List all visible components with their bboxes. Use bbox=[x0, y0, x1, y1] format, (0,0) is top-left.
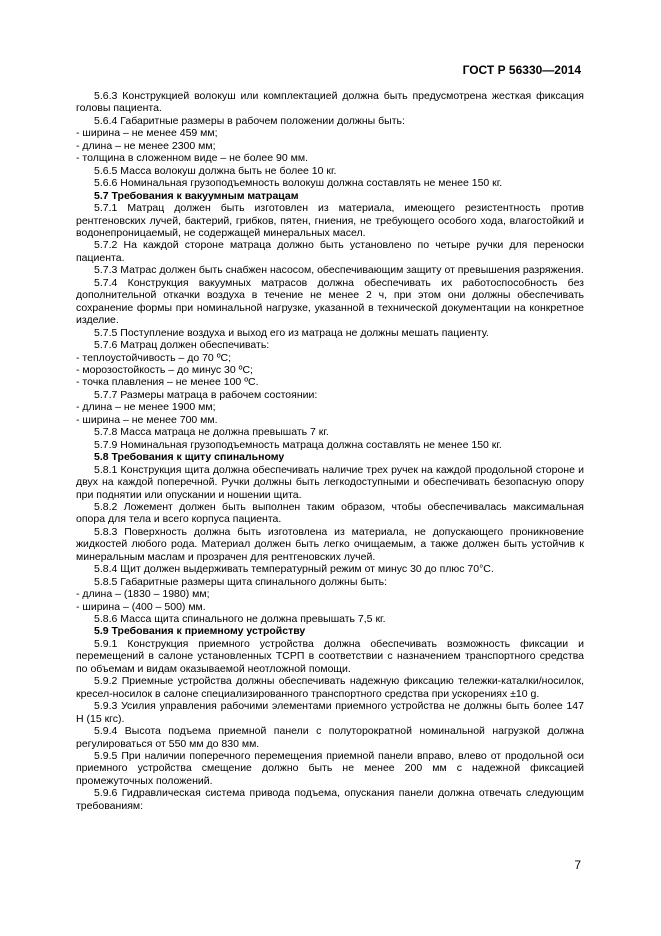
paragraph: 5.8.1 Конструкция щита должна обеспечивать наличие трех ручек на каждой продольной стороне и двух на каждой поперечной. Ручки должны быть легкодоступными и обеспечивать безопасную опору при поднятии или опускании и ношении щита. bbox=[76, 463, 584, 501]
list-item: - длина – не менее 1900 мм; bbox=[76, 401, 216, 414]
paragraph: 5.9.3 Усилия управления рабочими элементами приемного устройства не должны быть более 147 Н (15 кгс). bbox=[76, 700, 584, 725]
paragraph: 5.8.4 Щит должен выдерживать температурный режим от минус 30 до плюс 70°С. bbox=[94, 563, 494, 576]
paragraph: 5.7.6 Матрац должен обеспечивать: bbox=[94, 339, 270, 352]
list-item: - длина – (1830 – 1980) мм; bbox=[76, 588, 210, 601]
paragraph: 5.7.8 Масса матраца не должна превышать 7 кг. bbox=[94, 426, 329, 439]
page-number: 7 bbox=[574, 858, 581, 872]
paragraph: 5.6.5 Масса волокуш должна быть не более 10 кг. bbox=[94, 164, 337, 177]
paragraph: 5.8.3 Поверхность должна быть изготовлена из материала, не допускающего проникновение жидкостей любого рода. Материал должен быть легко очищаемым, а также должен быть устойчив к минеральным маслам и прозрачен для рентгеновских лучей. bbox=[76, 525, 584, 563]
list-item: - ширина – (400 – 500) мм. bbox=[76, 600, 206, 613]
document-body bbox=[76, 90, 584, 812]
paragraph: 5.6.4 Габаритные размеры в рабочем положении должны быть: bbox=[94, 114, 405, 127]
paragraph: 5.9.4 Высота подъема приемной панели с полуторократной номинальной нагрузкой должна регулироваться от 550 мм до 830 мм. bbox=[76, 725, 584, 750]
paragraph: 5.8.2 Ложемент должен быть выполнен таким образом, чтобы обеспечивалась максимальная опора для тела и всего корпуса пациента. bbox=[76, 500, 584, 526]
paragraph: 5.7.4 Конструкция вакуумных матрасов должна обеспечивать их работоспособность без дополнительной откачки воздуха в течение не менее 2 ч, при этом они должны обеспечивать сохранение формы при номинальной нагрузке, указанной в технической документации на конкретное изделие. bbox=[76, 276, 584, 327]
paragraph: 5.9.6 Гидравлическая система привода подъема, опускания панели должна отвечать следующим требованиям: bbox=[76, 787, 584, 812]
paragraph: 5.6.3 Конструкцией волокуш или комплектацией должна быть предусмотрена жесткая фиксация головы пациента. bbox=[76, 90, 584, 115]
paragraph: 5.9.5 При наличии поперечного перемещения приемной панели вправо, влево от продольной оси приемного устройства смещение должно быть не менее 200 мм с надежной фиксацией промежуточных положений. bbox=[76, 750, 584, 787]
section-heading: 5.7 Требования к вакуумным матрацам bbox=[94, 189, 299, 202]
list-item: - ширина – не менее 700 мм. bbox=[76, 413, 218, 426]
paragraph: 5.6.6 Номинальная грузоподъемность волокуш должна составлять не менее 150 кг. bbox=[94, 177, 503, 190]
section-heading: 5.8 Требования к щиту спинальному bbox=[94, 451, 285, 464]
document-code-header: ГОСТ Р 56330—2014 bbox=[462, 63, 581, 77]
paragraph: 5.7.1 Матрац должен быть изготовлен из материала, имеющего резистентность против рентгеновских лучей, бактерий, грибков, пятен, гниения, не требующего особого хода, влагостойкий и водонепроницаемый, не содержащей минеральных масел. bbox=[76, 202, 584, 239]
paragraph: 5.7.5 Поступление воздуха и выход его из матраца не должны мешать пациенту. bbox=[94, 326, 489, 339]
list-item: - теплоустойчивость – до 70 ºС; bbox=[76, 351, 232, 364]
paragraph: 5.7.7 Размеры матраца в рабочем состоянии: bbox=[94, 388, 318, 401]
paragraph: 5.8.5 Габаритные размеры щита спинального должны быть: bbox=[94, 575, 388, 588]
paragraph: 5.8.6 Масса щита спинального не должна превышать 7,5 кг. bbox=[94, 613, 386, 626]
paragraph: 5.9.1 Конструкция приемного устройства должна обеспечивать возможность фиксации и перемещений в салоне установленных ТСРП в соответствии с назначением транспортного средства по объемам и видам оказываемой неотложной помощи. bbox=[76, 637, 584, 675]
section-heading: 5.9 Требования к приемному устройству bbox=[94, 625, 306, 638]
paragraph: 5.7.9 Номинальная грузоподъемность матраца должна составлять не менее 150 кг. bbox=[94, 438, 502, 451]
list-item: - длина – не менее 2300 мм; bbox=[76, 139, 216, 152]
list-item: - ширина – не менее 459 мм; bbox=[76, 127, 218, 140]
list-item: - морозостойкость – до минус 30 ºС; bbox=[76, 363, 253, 376]
paragraph: 5.7.3 Матрас должен быть снабжен насосом, обеспечивающим защиту от превышения разряжения. bbox=[94, 264, 584, 277]
list-item: - точка плавления – не менее 100 ºС. bbox=[76, 376, 259, 389]
list-item: - толщина в сложенном виде – не более 90 мм. bbox=[76, 152, 308, 165]
paragraph: 5.7.2 На каждой стороне матраца должно быть установлено по четыре ручки для переноски пациента. bbox=[76, 239, 584, 264]
paragraph: 5.9.2 Приемные устройства должны обеспечивать надежную фиксацию тележки-каталки/носилок, кресел-носилок в салоне специализированного транспортного средства при ускорениях ±10 g. bbox=[76, 675, 584, 700]
